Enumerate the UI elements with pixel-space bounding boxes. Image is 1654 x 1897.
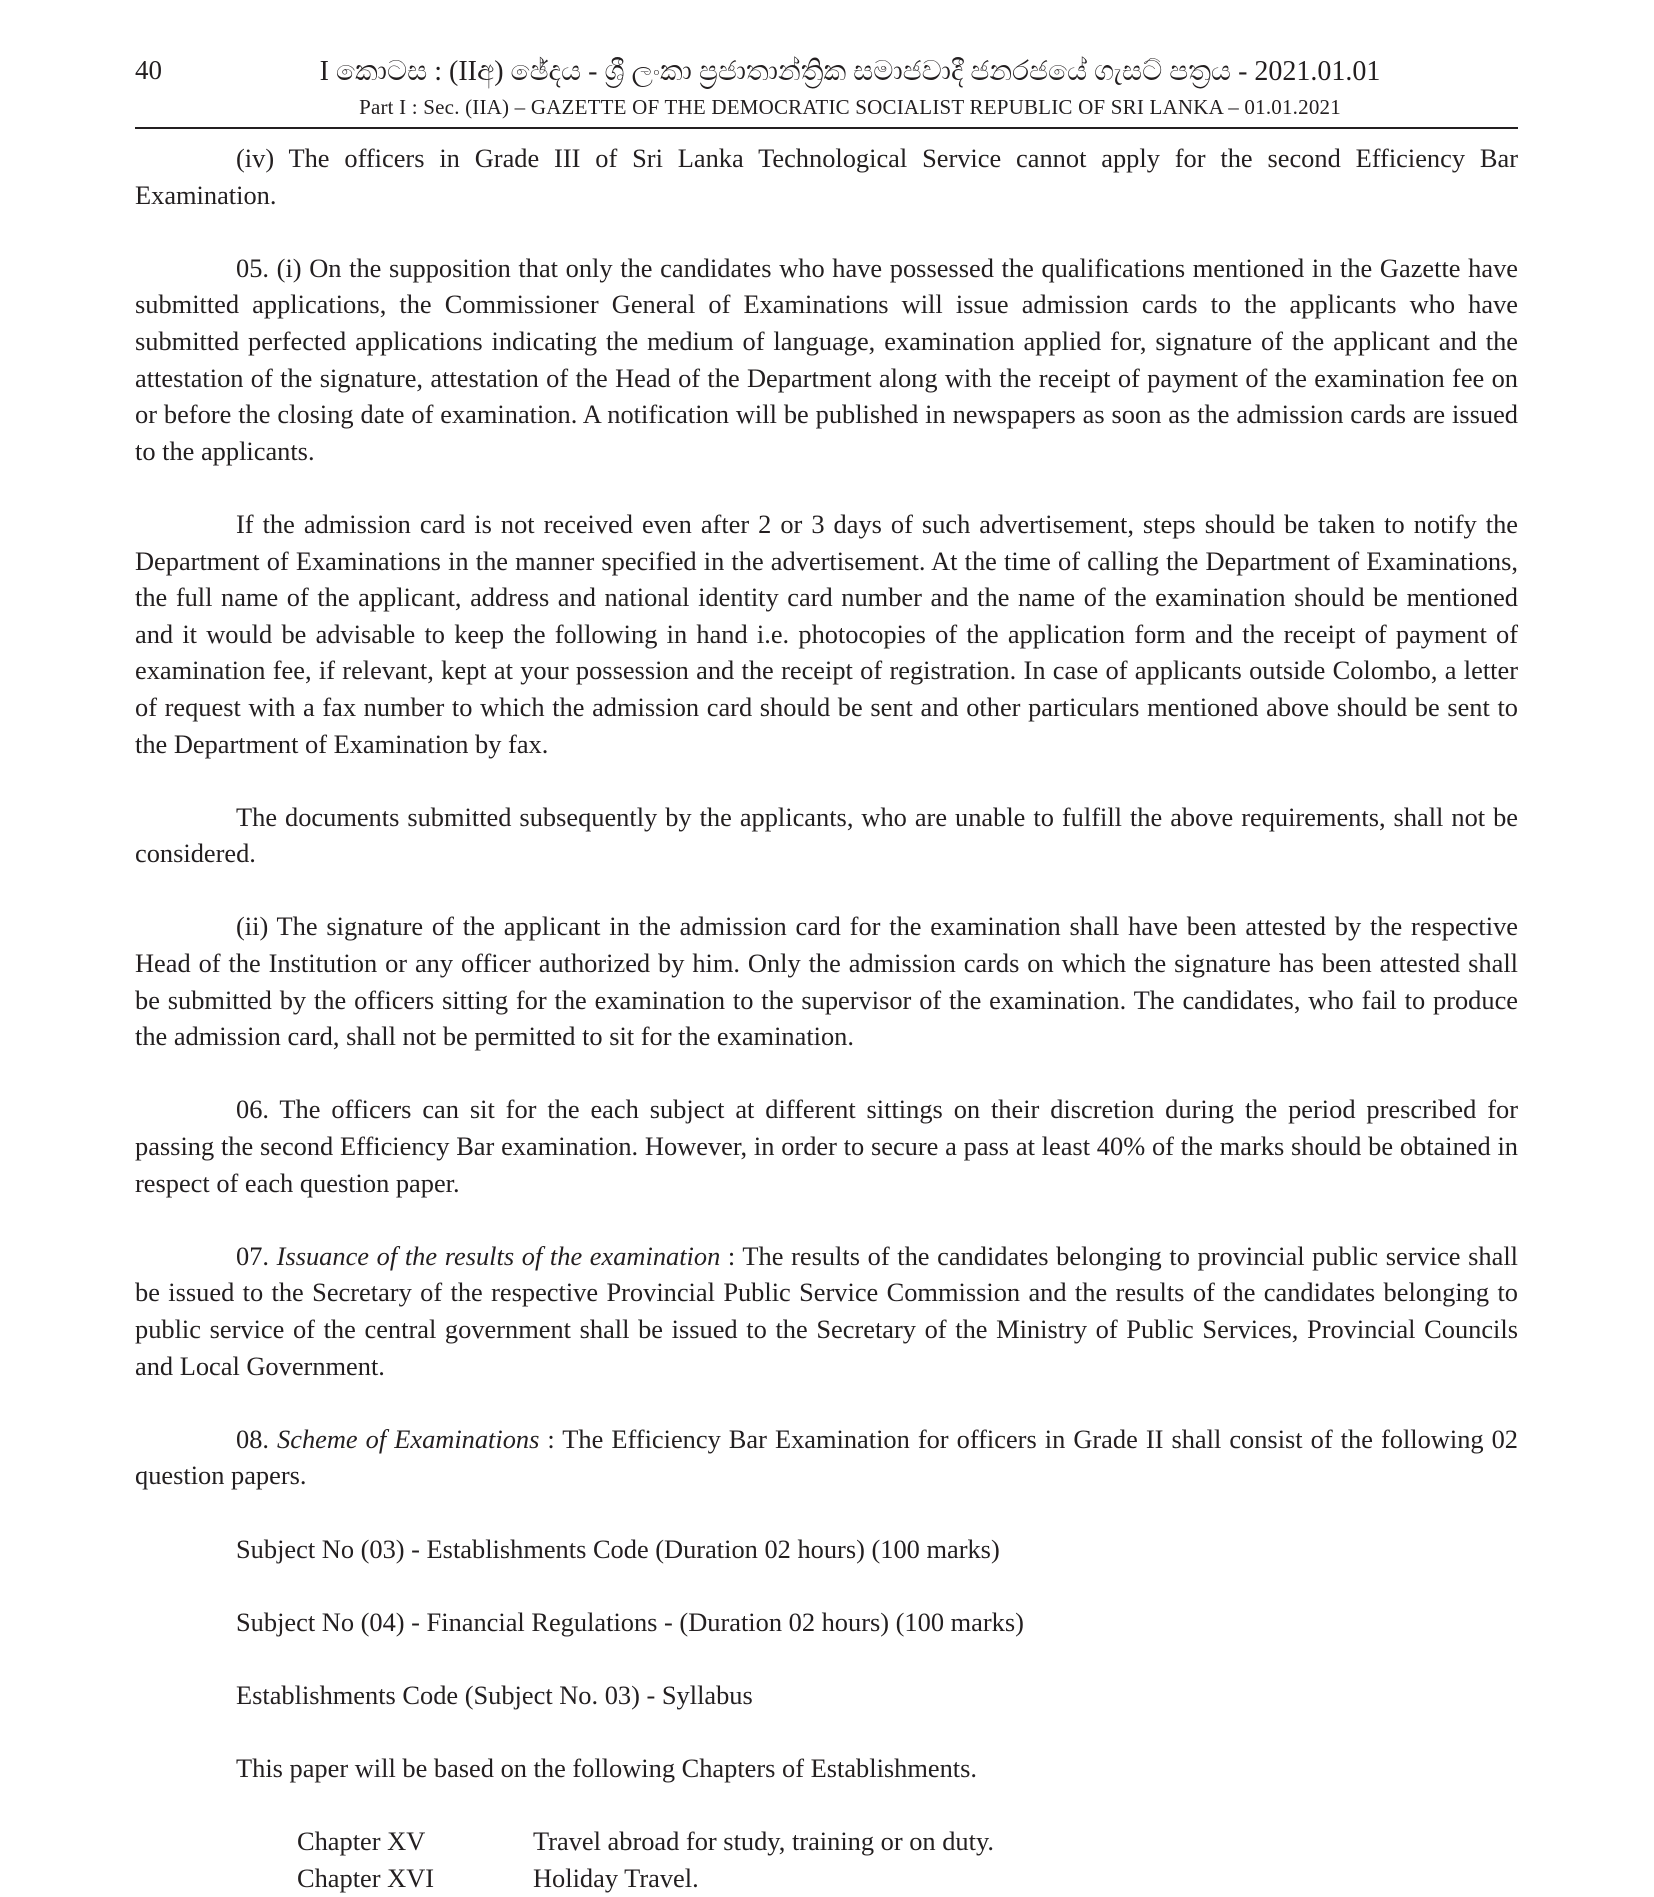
subject-04-line: Subject No (04) - Financial Regulations - (Duration 02 hours) (100 marks) [236,1606,1024,1637]
subject-03-line: Subject No (03) - Establishments Code (Duration 02 hours) (100 marks) [236,1533,1000,1564]
paragraph-documents: The documents submitted subsequently by the applicants, who are unable to fulfill the above requirements, shall not be considered. [135,801,1518,869]
paragraph-admission-card: If the admission card is not received even after 2 or 3 days of such advertisement, steps should be taken to notify the Department of Examinations in the manner specified in the advertisement. At the time of calling the Department of Examinations, the full name of the applicant, address and national identity card number and the name of the examination should be mentioned and it would be advisable to keep the following in hand i.e. photocopies of the application form and the receipt of payment of examination fee, if relevant, kept at your possession and the receipt of registration. In case of applicants outside Colombo, a letter of request with a fax number to which the admission card should be sent and other particulars mentioned above should be sent to the Department of Examination by fax. [135,508,1518,759]
paragraph-07-text: : The results of the candidates belonging to provincial public service shall be issued to the Secretary of the respective Provincial Public Service Commission and the results of the candidates belonging to public service of the central government shall be issued to the Secretary of the Ministry of Public Services, Provincial Councils and Local Government. [135,1240,1518,1381]
header-english-title: Part I : Sec. (IIA) – GAZETTE OF THE DEMOCRATIC SOCIALIST REPUBLIC OF SRI LANKA – 01.01.2021 [359,95,1341,119]
chapter-row [297,1823,1518,1860]
syllabus-heading: Establishments Code (Subject No. 03) - Syllabus [236,1679,753,1710]
chapter-number: Chapter XVI [297,1862,435,1893]
header-sinhala-title: I කොටස : (IIඅ) ඡේදය - ශ්‍රී ලංකා ප්‍රජාතාන්ත්‍රික සමාජවාදී ජනරජයේ ගැසට් පත්‍රය - 2021.01.01 [319,56,1381,87]
chapter-title: Holiday Travel. [533,1862,699,1893]
chapter-title: Travel abroad for study, training or on duty. [533,1826,995,1857]
paragraph-05-ii: (ii) The signature of the applicant in the admission card for the examination shall have been attested by the respective Head of the Institution or any officer authorized by him. Only the admission cards on which the signature has been attested shall be submitted by the officers sitting for the examination to the supervisor of the examination. The candidates, who fail to produce the admission card, shall not be permitted to sit for the examination. [135,911,1518,1052]
page-number: 40 [135,55,162,85]
chapter-number: Chapter XV [297,1826,426,1857]
paragraph-07-number: 07. [236,1240,269,1271]
paragraph-08-title: Scheme of Examinations [277,1423,540,1454]
paragraph-08-text: : The Efficiency Bar Examination for officers in Grade II shall consist of the following 02 question papers. [135,1423,1519,1491]
paragraph-iv: (iv) The officers in Grade III of Sri Lanka Technological Service cannot apply for the second Efficiency Bar Examination. [135,143,1518,210]
paragraph-07 [135,1238,1518,1384]
paragraph-08-number: 08. [236,1423,269,1454]
page-header [300,52,1400,122]
page-body [135,140,1518,1897]
chapter-list [297,1823,1518,1896]
header-rule [135,127,1518,129]
paragraph-05-i: 05. (i) On the supposition that only the candidates who have possessed the qualifications mentioned in the Gazette have submitted applications, the Commissioner General of Examinations will issue admission cards to the applicants who have submitted perfected applications indicating the medium of language, examination applied for, signature of the applicant and the attestation of the signature, attestation of the Head of the Department along with the receipt of payment of the examination fee on or before the closing date of examination. A notification will be published in newspapers as soon as the admission cards are issued to the applicants. [135,252,1518,466]
syllabus-intro: This paper will be based on the following Chapters of Establishments. [236,1753,977,1784]
paragraph-07-title: Issuance of the results of the examination [276,1240,721,1271]
paragraph-08 [135,1421,1518,1494]
paragraph-06: 06. The officers can sit for the each subject at different sittings on their discretion during the period prescribed for passing the second Efficiency Bar examination. However, in order to secure a pass at least 40% of the marks should be obtained in respect of each question paper. [135,1094,1518,1198]
chapter-row [297,1860,1518,1897]
